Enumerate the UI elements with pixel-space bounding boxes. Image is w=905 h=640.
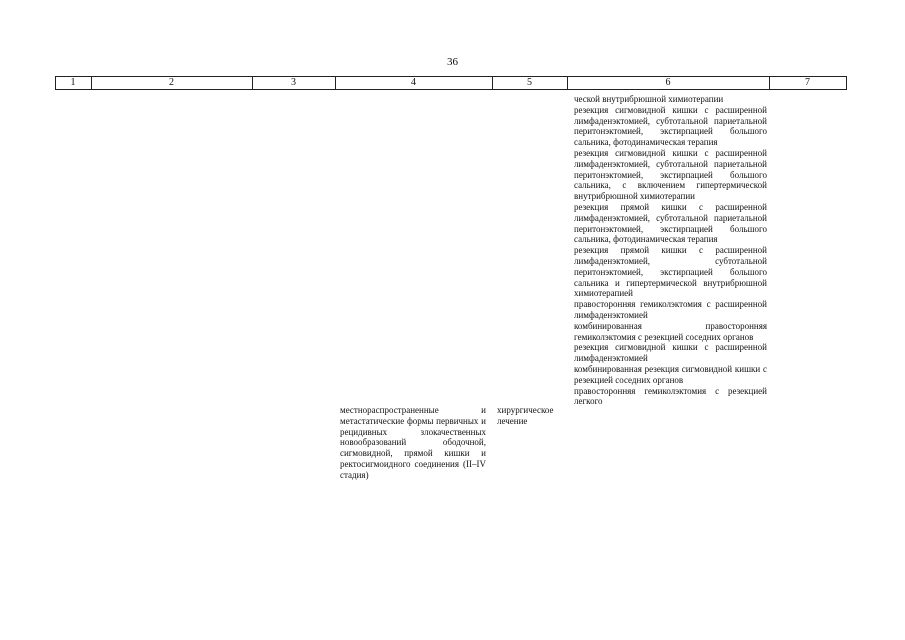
procedure-entry: резекция сигмовидной кишки с расширенной лимфаденэктомией, субтотальной париетальной перитонэктомией, экстирпацией большого сальника, с включением гипертермической внутрибрюшной химиотерапии (574, 147, 767, 202)
header-col-2: 2 (169, 77, 174, 88)
col6-continuation: ческой внутрибрюшной химиотерапии (574, 94, 724, 104)
procedure-entry: резекция сигмовидной кишки с расширенной лимфаденэктомией (574, 342, 767, 364)
procedure-entry: правосторонняя гемиколэктомия с расширенной лимфаденэктомией (574, 299, 767, 320)
header-col-4: 4 (411, 77, 416, 88)
header-col-1: 1 (70, 77, 76, 88)
header-col-6: 6 (665, 77, 671, 88)
procedure-entry: правосторонняя гемиколэктомия с резекцией легкого (574, 385, 767, 407)
procedure-entry: комбинированная правосторонняя гемиколэктомия с резекцией соседних органов (574, 320, 767, 342)
header-col-3: 3 (291, 77, 296, 88)
procedure-entry: резекция прямой кишки с расширенной лимфаденэктомией, субтотальной перитонэктомией, экстирпацией большого сальника и гипертермической внутрибрюшной химиотерапией (574, 245, 767, 299)
col4-diagnosis: местнораспространенные и метастатические формы первичных и рецидивных злокачественных новообразований ободочной, сигмовидной, прямой кишки и ректосигмоидного соединения (II–IV стадия) (340, 405, 486, 480)
header-col-5: 5 (527, 77, 532, 88)
col5-treatment-type: хирургическое лечение (497, 405, 554, 426)
procedure-entry: резекция сигмовидной кишки с расширенной лимфаденэктомией, субтотальной париетальной перитонэктомией, экстирпацией большого сальника, фотодинамическая терапия (574, 104, 767, 148)
col6-procedures (574, 94, 767, 407)
page-number: 36 (447, 56, 458, 68)
header-bottom-rule (55, 89, 847, 90)
header-col-7: 7 (805, 77, 810, 88)
procedure-entry: резекция прямой кишки с расширенной лимфаденэктомией, субтотальной париетальной перитонэктомией, экстирпацией большого сальника, фотодинамическая терапия (574, 201, 767, 245)
procedure-entry: комбинированная резекция сигмовидной кишки с резекцией соседних органов (574, 363, 767, 385)
column-divider (846, 76, 847, 90)
